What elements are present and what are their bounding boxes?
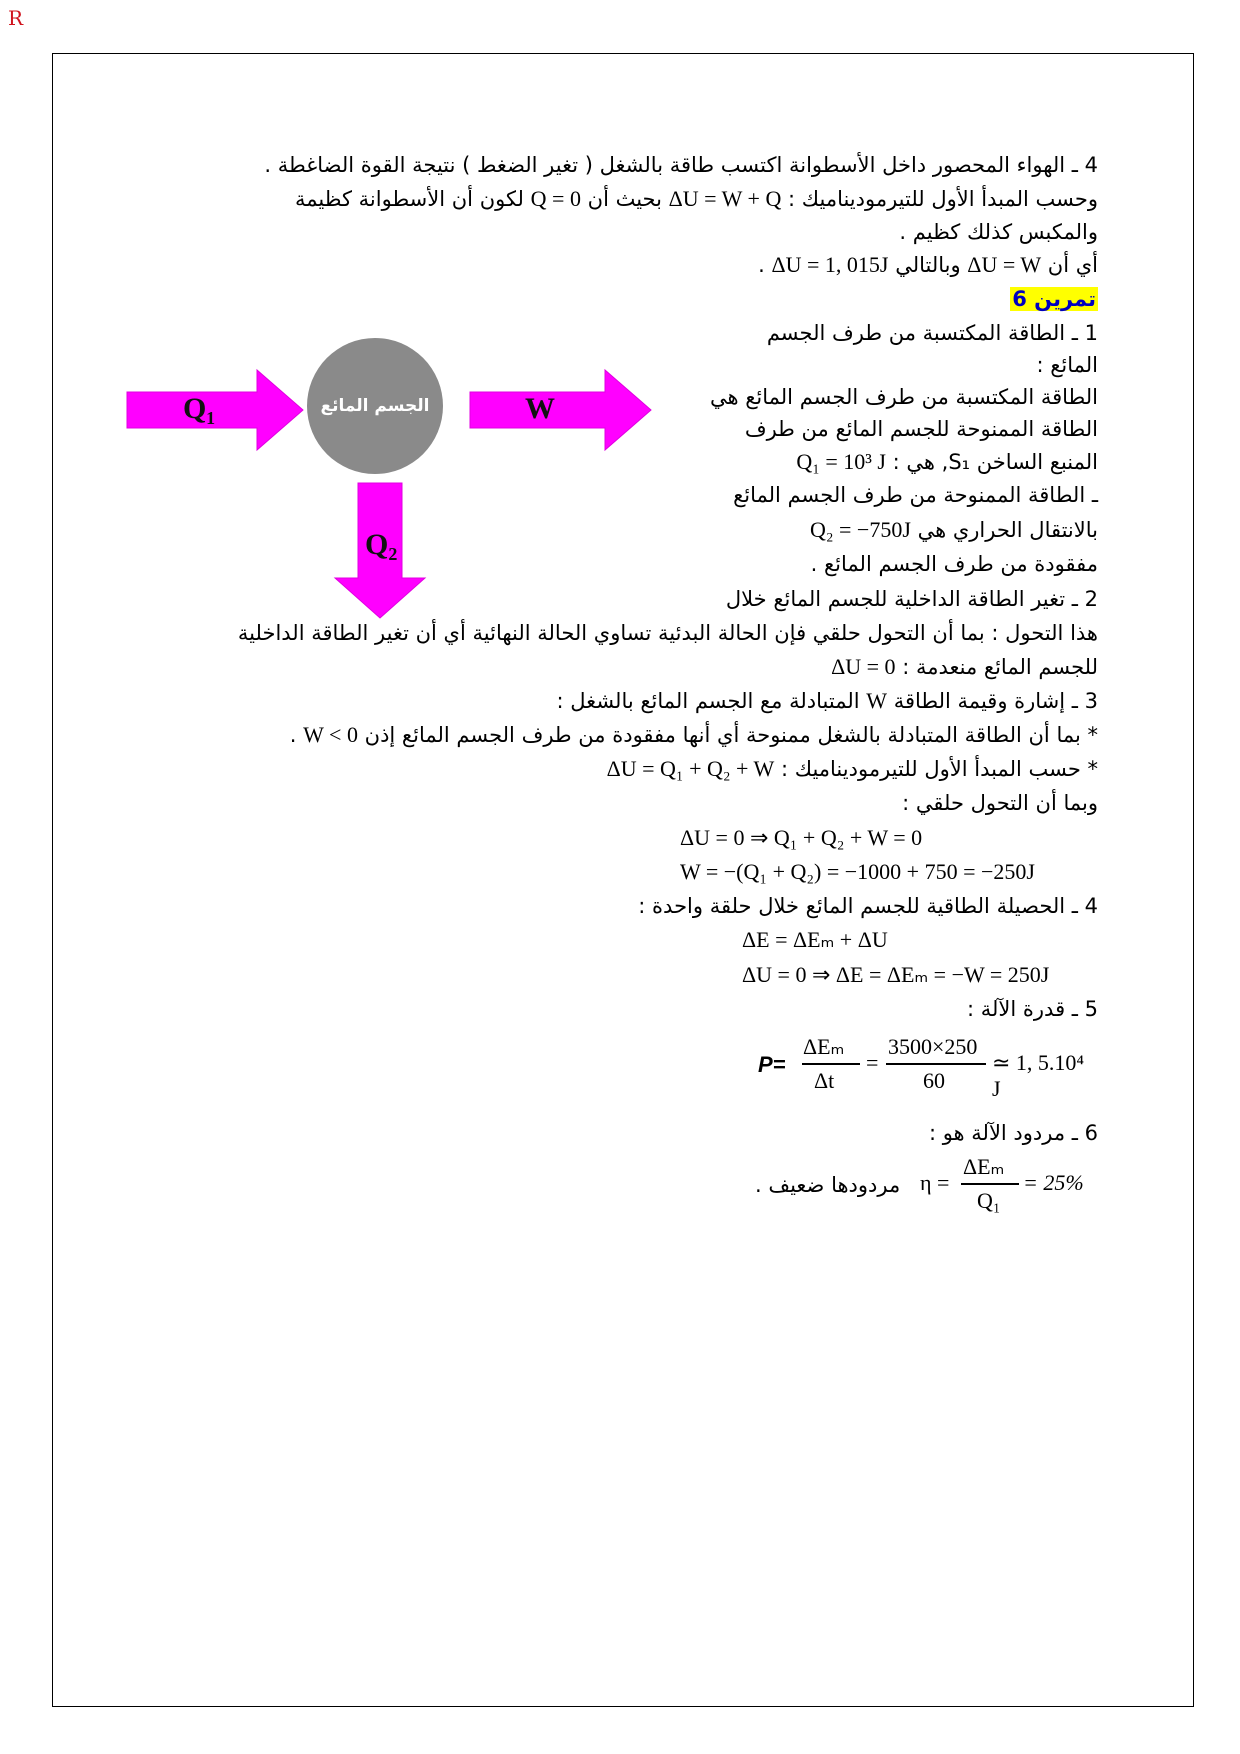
part1-line3: الطاقة المكتسبة من طرف الجسم المائع هي: [709, 385, 1098, 409]
part1-line4: الطاقة الممنوحة للجسم المائع من طرف: [744, 417, 1098, 441]
section4-line2-text-c: لكون أن الأسطوانة كظيمة: [295, 187, 524, 211]
part3-line1-text-b: المتبادلة مع الجسم المائع بالشغل :: [556, 689, 860, 713]
exercise-title-text: تمرين 6: [1012, 287, 1096, 311]
working-fluid-label: الجسم المائع: [320, 396, 430, 416]
section4-line4-end: .: [758, 253, 765, 277]
du-w-equation: ΔU = W: [967, 252, 1042, 277]
part3-line2: [290, 720, 1098, 750]
part3-line4: وبما أن التحول حلقي :: [902, 791, 1098, 815]
section4-line4: [758, 250, 1098, 280]
part6-line1: 6 ـ مردود الآلة هو :: [928, 1121, 1098, 1145]
w-negative-equation: W < 0: [303, 722, 358, 747]
part1-line8: مفقودة من طرف الجسم المائع .: [810, 552, 1098, 576]
part3-line1-text: 3 ـ إشارة وقيمة الطاقة: [893, 689, 1098, 713]
part1-line6: ـ الطاقة الممنوحة من طرف الجسم المائع: [733, 483, 1098, 507]
part1-line5-text: المنبع الساخن S₁, هي :: [892, 450, 1098, 474]
section4-line2-text: وحسب المبدأ الأول للتيرموديناميك :: [788, 187, 1098, 211]
du-value-equation: ΔU = 1, 015J: [771, 252, 889, 277]
w-symbol: W: [866, 688, 888, 713]
part1-line2: المائع :: [1036, 353, 1098, 377]
q1-equation: Q₁ = 10³ J: [796, 449, 886, 474]
part2-line3: [831, 652, 1098, 682]
part1-line5: [796, 447, 1098, 477]
part4-line1: 4 ـ الحصيلة الطاقية للجسم المائع خلال حلقة واحدة :: [638, 894, 1098, 918]
power-frac2-num: 3500×250: [888, 1034, 978, 1059]
q1-label: Q₁: [183, 392, 216, 425]
efficiency-frac-den: Q₁: [977, 1188, 1001, 1213]
power-result: ≃ 1, 5.10⁴ J: [992, 1050, 1085, 1101]
power-symbol: P=: [758, 1052, 786, 1077]
section4-line4-text: أي أن: [1047, 253, 1098, 277]
power-frac1-num: ΔEₘ: [803, 1034, 845, 1059]
energy-flow-diagram: [125, 330, 665, 620]
part3-eq2: W = −(Q₁ + Q₂) = −1000 + 750 = −250J: [680, 859, 1035, 884]
power-eq-sign: =: [866, 1050, 879, 1075]
efficiency-frac-num: ΔEₘ: [963, 1154, 1005, 1179]
exercise-title: [1010, 284, 1098, 314]
du-zero-equation: ΔU = 0: [831, 654, 896, 679]
part3-eq1: ΔU = 0 ⇒ Q₁ + Q₂ + W = 0: [680, 825, 923, 850]
w-label: W: [525, 392, 555, 425]
q-zero-equation: Q = 0: [530, 186, 581, 211]
cycle-first-law-equation: ΔU = Q₁ + Q₂ + W: [606, 756, 775, 781]
power-frac2-den: 60: [923, 1068, 945, 1093]
power-formula: [758, 1030, 1098, 1110]
part3-line3-text: * حسب المبدأ الأول للتيرموديناميك :: [781, 757, 1098, 781]
section4-line3: والمكبس كذلك كظيم .: [899, 220, 1098, 244]
section4-line2: [295, 184, 1098, 214]
part3-line2-text: * بما أن الطاقة المتبادلة بالشغل ممنوحة أي أنها مفقودة من طرف الجسم المائع إذن: [364, 723, 1098, 747]
part4-eq2: ΔU = 0 ⇒ ΔE = ΔEₘ = −W = 250J: [742, 962, 1050, 987]
part1-line7: [810, 515, 1098, 545]
part1-line7-text: بالانتقال الحراري هي: [917, 518, 1098, 542]
part3-line3: [607, 754, 1098, 784]
part2-line2: هذا التحول : بما أن التحول حلقي فإن الحالة البدئية تساوي الحالة النهائية أي أن تغير الطاقة الداخلية: [237, 621, 1098, 645]
working-fluid-circle: [307, 338, 443, 474]
efficiency-frac-bar: [961, 1183, 1019, 1185]
part2-line1: 2 ـ تغير الطاقة الداخلية للجسم المائع خلال: [725, 587, 1098, 611]
power-frac1-den: Δt: [814, 1068, 835, 1093]
efficiency-formula: [755, 1150, 1095, 1230]
part3-line1: [557, 686, 1098, 716]
corner-mark: R: [8, 6, 24, 30]
eta-symbol: η =: [920, 1170, 950, 1195]
power-frac1-bar: [802, 1063, 860, 1065]
power-frac2-bar: [886, 1063, 986, 1065]
section4-line4-text-b: وبالتالي: [895, 253, 961, 277]
part2-line3-text: للجسم المائع منعدمة :: [902, 655, 1098, 679]
q2-equation: Q₂ = −750J: [809, 517, 911, 542]
part4-eq1: ΔE = ΔEₘ + ΔU: [742, 927, 888, 952]
section4-line2-text-b: بحيث أن: [587, 187, 662, 211]
section4-line1: 4 ـ الهواء المحصور داخل الأسطوانة اكتسب طاقة بالشغل ( تغير الضغط ) نتيجة القوة الضاغطة .: [264, 153, 1098, 177]
first-law-equation: ΔU = W + Q: [668, 186, 782, 211]
part3-line2-end: .: [289, 723, 297, 747]
q2-label: Q₂: [365, 528, 398, 561]
part5-line1: 5 ـ قدرة الآلة :: [967, 997, 1098, 1021]
w-arrow: [470, 370, 651, 450]
efficiency-result: = 25%: [1023, 1170, 1084, 1195]
efficiency-comment: مردودها ضعيف .: [755, 1173, 901, 1197]
part1-line1: 1 ـ الطاقة المكتسبة من طرف الجسم: [766, 321, 1098, 345]
